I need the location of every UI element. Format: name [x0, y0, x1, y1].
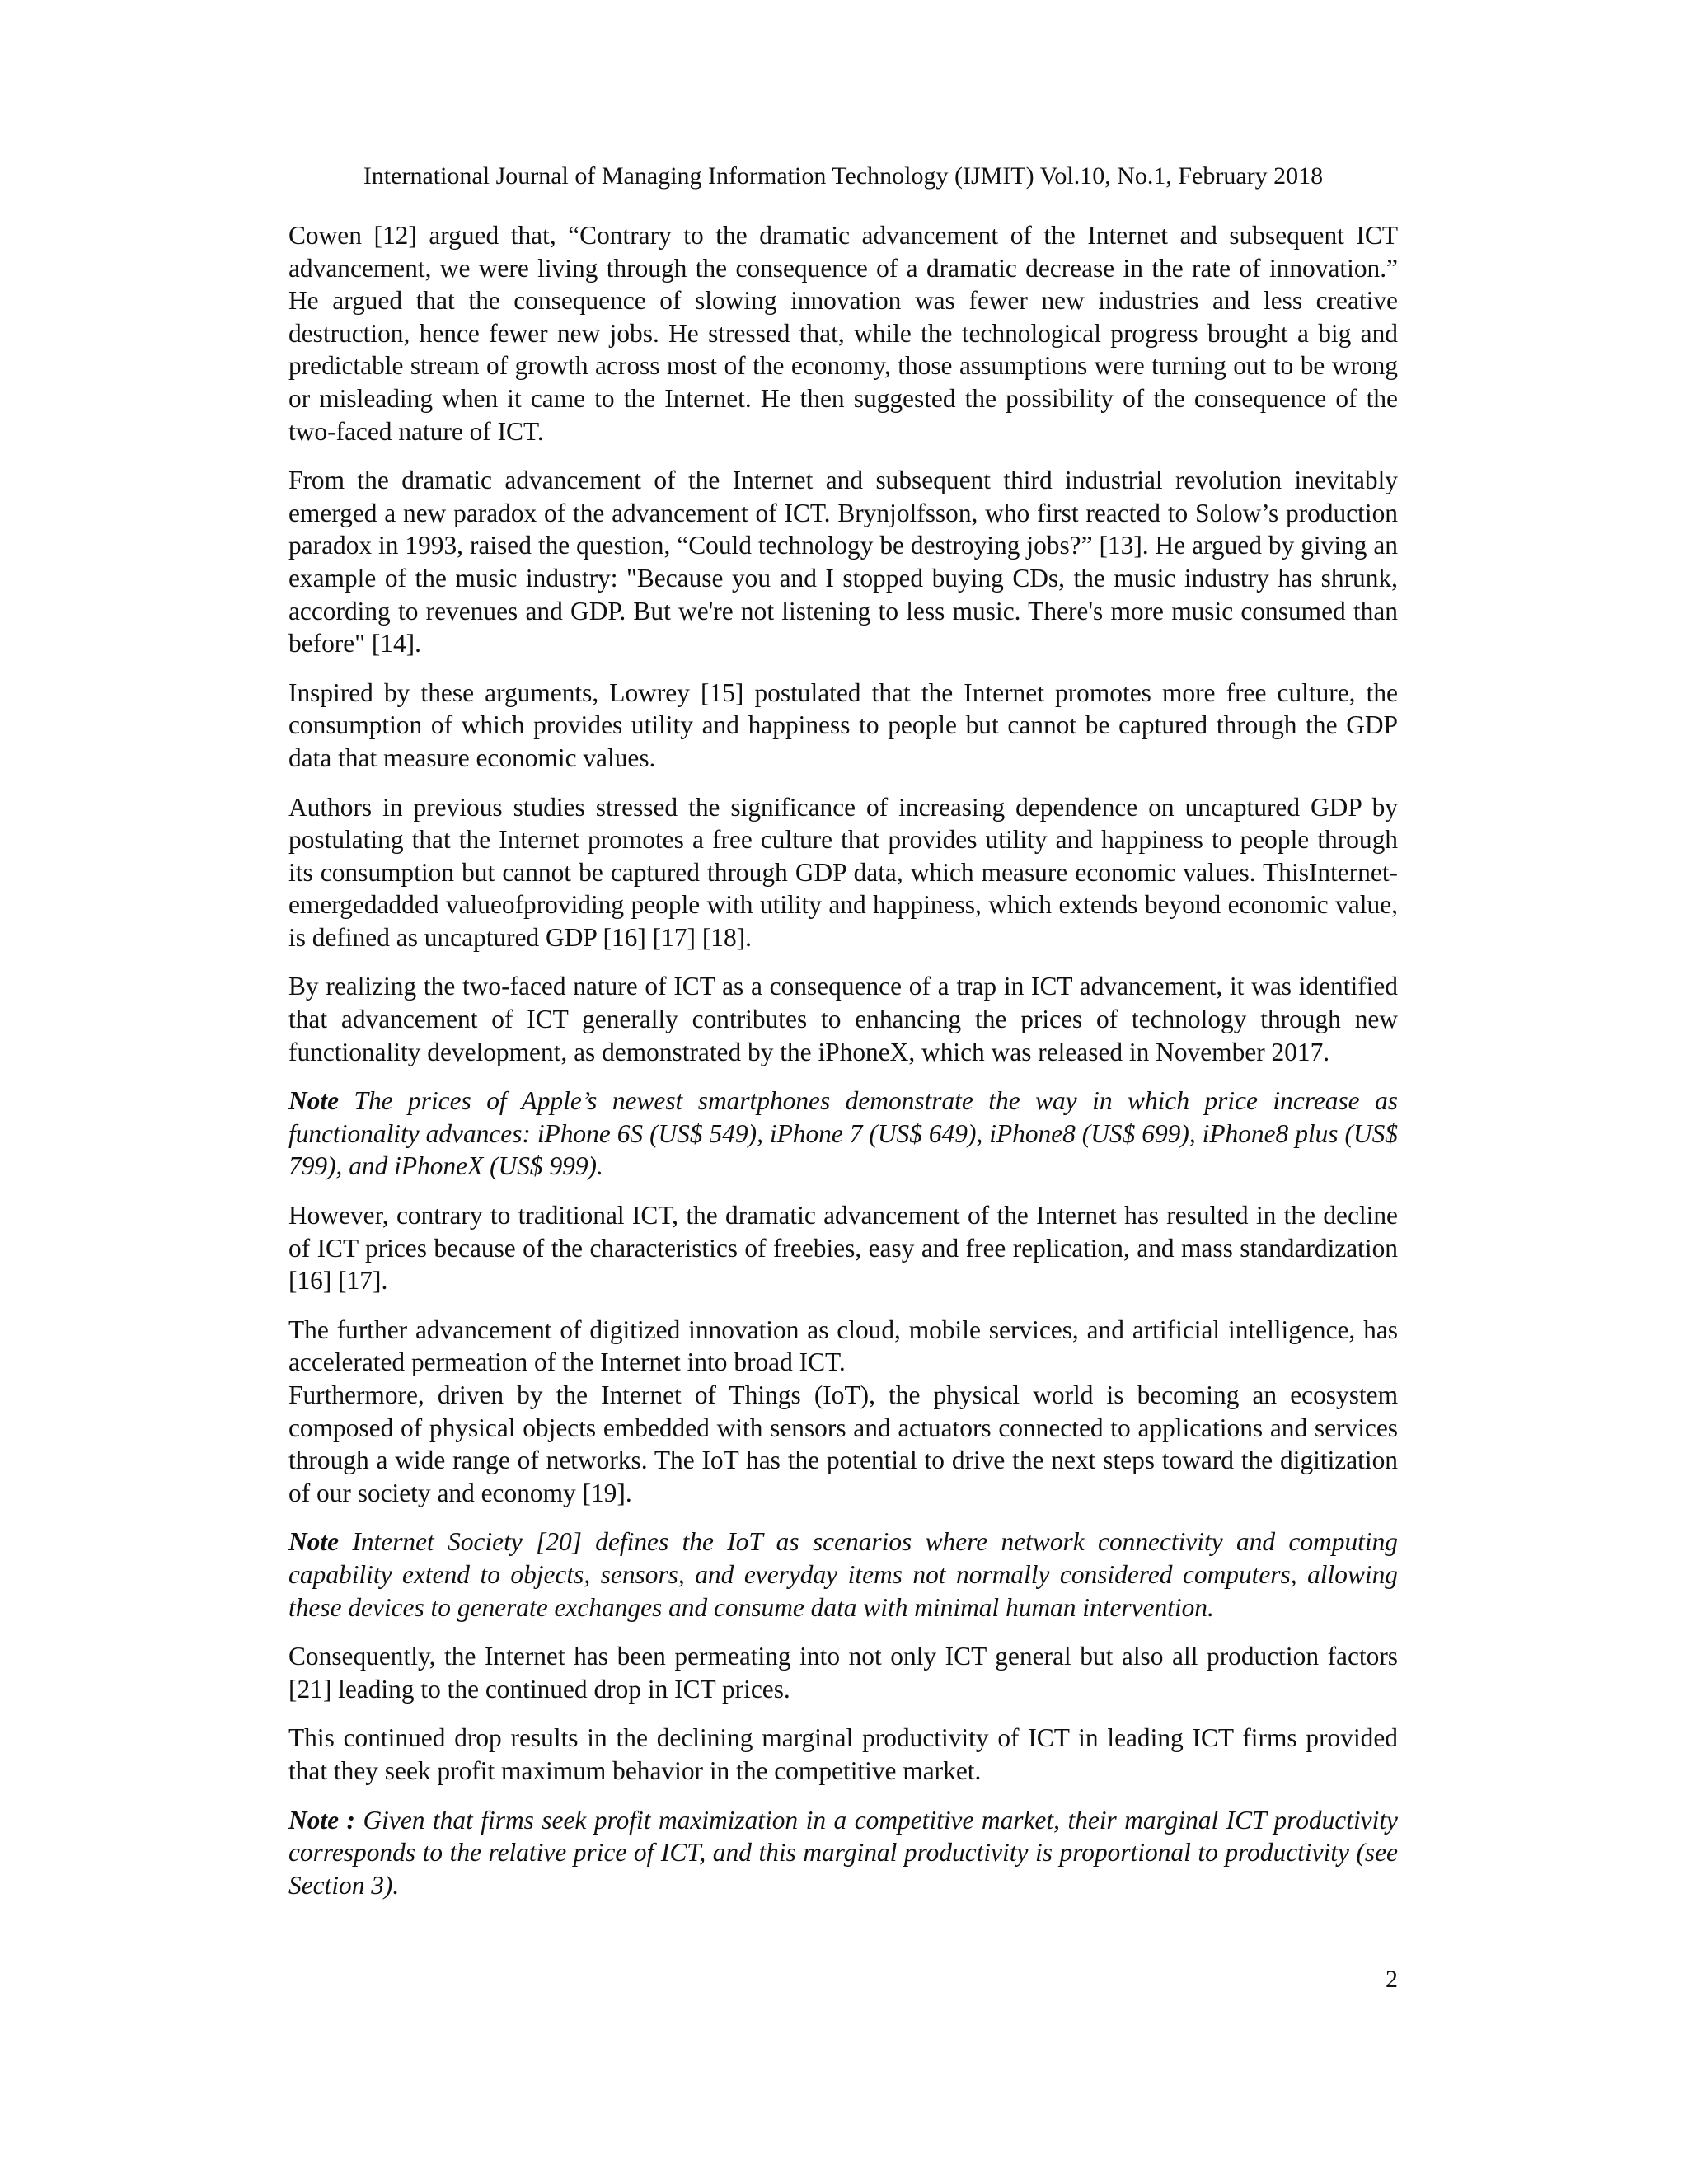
journal-header: International Journal of Managing Information Technology (IJMIT) Vol.10, No.1, February 2018	[363, 162, 1324, 190]
note-label: Note	[288, 1527, 340, 1557]
note-text: Given that firms seek profit maximization in a competitive market, their marginal ICT productivity corresponds to the relative price of ICT, and this marginal productivity is proportional to productivity (see Section 3).	[288, 1805, 1398, 1900]
article-body	[288, 219, 1398, 1918]
page-number: 2	[1386, 1966, 1398, 1993]
note-profit-maximization	[288, 1804, 1398, 1902]
paragraph-two-faced-ict: By realizing the two-faced nature of ICT as a consequence of a trap in ICT advancement, it was identified that advancement of ICT generally contributes to enhancing the prices of technology through new functionality development, as demonstrated by the iPhoneX, which was released in November 2017.	[288, 972, 1398, 1066]
note-iot-definition	[288, 1526, 1398, 1624]
note-iphone-prices	[288, 1085, 1398, 1183]
paragraph-lowrey: Inspired by these arguments, Lowrey [15] postulated that the Internet promotes more free culture, the consumption of which provides utility and happiness to people but cannot be captured through the GDP data that measure economic values.	[288, 677, 1398, 772]
paragraph-ict-price-decline: However, contrary to traditional ICT, the dramatic advancement of the Internet has resulted in the decline of ICT prices because of the characteristics of freebies, easy and free replication, and mass standardization [16] [17].	[288, 1201, 1398, 1296]
paragraph-new-paradox: From the dramatic advancement of the Internet and subsequent third industrial revolution inevitably emerged a new paradox of the advancement of ICT. Brynjolfsson, who first reacted to Solow’s production paradox in 1993, raised the question, “Could technology be destroying jobs?” [13]. He argued by giving an example of the music industry: "Because you and I stopped buying CDs, the music industry has shrunk, according to revenues and GDP. But we're not listening to less music. There's more music consumed than before" [14].	[288, 466, 1398, 658]
note-label: Note :	[288, 1805, 355, 1835]
paragraph-cowen: Cowen [12] argued that, “Contrary to the dramatic advancement of the Internet and subsequent ICT advancement, we were living through the consequence of a dramatic decrease in the rate of innovation.” He argued that the consequence of slowing innovation was fewer new industries and less creative destruction, hence fewer new jobs. He stressed that, while the technological progress brought a big and predictable stream of growth across most of the economy, those assumptions were turning out to be wrong or misleading when it came to the Internet. He then suggested the possibility of the consequence of the two-faced nature of ICT.	[288, 221, 1398, 446]
paragraph-uncaptured-gdp: Authors in previous studies stressed the significance of increasing dependence on uncaptured GDP by postulating that the Internet promotes a free culture that provides utility and happiness to people through its consumption but cannot be captured through GDP data, which measure economic values. ThisInternet-emergedadded valueofproviding people with utility and happiness, which extends beyond economic value, is defined as uncaptured GDP [16] [17] [18].	[288, 792, 1398, 952]
note-text: The prices of Apple’s newest smartphones demonstrate the way in which price increase as functionality advances: iPhone 6S (US$ 549), iPhone 7 (US$ 649), iPhone8 (US$ 699), iPhone8 plus (US$ 799), and iPhoneX (US$ 999).	[288, 1086, 1398, 1181]
note-text: Internet Society [20] defines the IoT as scenarios where network connectivity and computing capability extend to objects, sensors, and everyday items not normally considered computers, allowing these devices to generate exchanges and consume data with minimal human intervention.	[288, 1527, 1398, 1622]
paragraph-declining-productivity: This continued drop results in the declining marginal productivity of ICT in leading ICT firms provided that they seek profit maximum behavior in the competitive market.	[288, 1723, 1398, 1785]
paragraph-digitized-innovation: The further advancement of digitized innovation as cloud, mobile services, and artificial intelligence, has accelerated permeation of the Internet into broad ICT.	[288, 1315, 1398, 1377]
note-label: Note	[288, 1086, 340, 1116]
paragraph-iot: Furthermore, driven by the Internet of Things (IoT), the physical world is becoming an ecosystem composed of physical objects embedded with sensors and actuators connected to applications and services through a wide range of networks. The IoT has the potential to drive the next steps toward the digitization of our society and economy [19].	[288, 1380, 1398, 1507]
paragraph-internet-permeating: Consequently, the Internet has been permeating into not only ICT general but also all production factors [21] leading to the continued drop in ICT prices.	[288, 1642, 1398, 1704]
